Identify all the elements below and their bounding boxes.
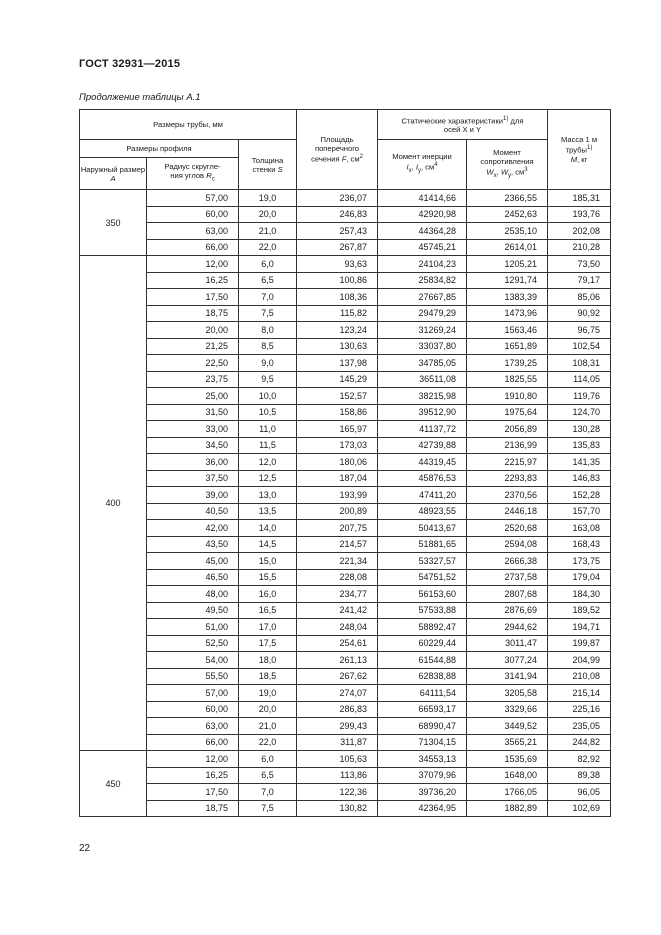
area-cell: 261,13 [297, 652, 378, 669]
inertia-cell: 41414,66 [378, 190, 467, 207]
inertia-cell: 62838,88 [378, 668, 467, 685]
inertia-cell: 44364,28 [378, 223, 467, 240]
radius-cell: 17,50 [147, 784, 239, 801]
table-row [80, 355, 611, 372]
mass-cell: 193,76 [548, 206, 611, 223]
mass-cell: 79,17 [548, 272, 611, 289]
radius-cell: 49,50 [147, 602, 239, 619]
radius-cell: 55,50 [147, 668, 239, 685]
inertia-cell: 34785,05 [378, 355, 467, 372]
area-cell: 228,08 [297, 569, 378, 586]
area-cell: 248,04 [297, 619, 378, 636]
table-row [80, 338, 611, 355]
area-cell: 267,62 [297, 668, 378, 685]
wall-cell: 6,0 [239, 256, 297, 273]
table-header [80, 110, 611, 190]
modulus-cell: 3077,24 [467, 652, 548, 669]
table-row [80, 668, 611, 685]
radius-cell: 39,00 [147, 487, 239, 504]
wall-cell: 18,5 [239, 668, 297, 685]
mass-cell: 244,82 [548, 734, 611, 751]
inertia-cell: 54751,52 [378, 569, 467, 586]
modulus-cell: 1205,21 [467, 256, 548, 273]
radius-cell: 31,50 [147, 404, 239, 421]
table-row [80, 602, 611, 619]
mass-cell: 89,38 [548, 767, 611, 784]
radius-cell: 57,00 [147, 190, 239, 207]
mass-cell: 102,54 [548, 338, 611, 355]
header-section-modulus: Момент сопротивления $W_x$, $W_y$, $см^3$ [467, 140, 548, 190]
table-row [80, 437, 611, 454]
table-row [80, 388, 611, 405]
radius-cell: 60,00 [147, 206, 239, 223]
table-row [80, 767, 611, 784]
table-row [80, 685, 611, 702]
wall-cell: 11,0 [239, 421, 297, 438]
mass-cell: 73,50 [548, 256, 611, 273]
area-cell: 200,89 [297, 503, 378, 520]
wall-cell: 22,0 [239, 734, 297, 751]
inertia-cell: 37079,96 [378, 767, 467, 784]
modulus-cell: 2614,01 [467, 239, 548, 256]
mass-cell: 179,04 [548, 569, 611, 586]
radius-cell: 21,25 [147, 338, 239, 355]
wall-cell: 20,0 [239, 206, 297, 223]
area-cell: 145,29 [297, 371, 378, 388]
modulus-cell: 3449,52 [467, 718, 548, 735]
inertia-cell: 33037,80 [378, 338, 467, 355]
table-row [80, 289, 611, 306]
mass-cell: 215,14 [548, 685, 611, 702]
area-cell: 267,87 [297, 239, 378, 256]
mass-cell: 173,75 [548, 553, 611, 570]
modulus-cell: 3565,21 [467, 734, 548, 751]
radius-cell: 18,75 [147, 800, 239, 817]
wall-cell: 21,0 [239, 223, 297, 240]
wall-cell: 18,0 [239, 652, 297, 669]
radius-cell: 16,25 [147, 272, 239, 289]
mass-cell: 96,75 [548, 322, 611, 339]
mass-cell: 210,28 [548, 239, 611, 256]
area-cell: 180,06 [297, 454, 378, 471]
modulus-cell: 1910,80 [467, 388, 548, 405]
area-cell: 234,77 [297, 586, 378, 603]
radius-cell: 60,00 [147, 701, 239, 718]
area-cell: 246,83 [297, 206, 378, 223]
area-cell: 152,57 [297, 388, 378, 405]
radius-cell: 48,00 [147, 586, 239, 603]
modulus-cell: 2807,68 [467, 586, 548, 603]
radius-cell: 33,00 [147, 421, 239, 438]
page-number: 22 [79, 843, 91, 854]
modulus-cell: 1473,96 [467, 305, 548, 322]
inertia-cell: 51881,65 [378, 536, 467, 553]
mass-cell: 130,28 [548, 421, 611, 438]
modulus-cell: 2452,63 [467, 206, 548, 223]
outer-size-cell: 450 [80, 751, 147, 817]
header-pipe-sizes: Размеры трубы, мм [80, 110, 297, 140]
wall-cell: 6,0 [239, 751, 297, 768]
header-wall-thickness: Толщина стенки S [239, 140, 297, 190]
mass-cell: 185,31 [548, 190, 611, 207]
modulus-cell: 1825,55 [467, 371, 548, 388]
wall-cell: 10,0 [239, 388, 297, 405]
radius-cell: 57,00 [147, 685, 239, 702]
outer-size-cell: 350 [80, 190, 147, 256]
mass-cell: 119,76 [548, 388, 611, 405]
modulus-cell: 1383,39 [467, 289, 548, 306]
inertia-cell: 44319,45 [378, 454, 467, 471]
modulus-cell: 1535,69 [467, 751, 548, 768]
radius-cell: 51,00 [147, 619, 239, 636]
area-cell: 93,63 [297, 256, 378, 273]
radius-cell: 20,00 [147, 322, 239, 339]
table-row [80, 404, 611, 421]
radius-cell: 66,00 [147, 734, 239, 751]
inertia-cell: 68990,47 [378, 718, 467, 735]
pipe-properties-table [79, 109, 611, 817]
mass-cell: 189,52 [548, 602, 611, 619]
table-row [80, 619, 611, 636]
area-cell: 286,83 [297, 701, 378, 718]
modulus-cell: 1648,00 [467, 767, 548, 784]
inertia-cell: 58892,47 [378, 619, 467, 636]
area-cell: 173,03 [297, 437, 378, 454]
wall-cell: 22,0 [239, 239, 297, 256]
mass-cell: 96,05 [548, 784, 611, 801]
inertia-cell: 29479,29 [378, 305, 467, 322]
modulus-cell: 2056,89 [467, 421, 548, 438]
modulus-cell: 2136,99 [467, 437, 548, 454]
area-cell: 221,34 [297, 553, 378, 570]
mass-cell: 82,92 [548, 751, 611, 768]
table-row [80, 536, 611, 553]
table-body [80, 190, 611, 817]
modulus-cell: 2370,56 [467, 487, 548, 504]
modulus-cell: 3329,66 [467, 701, 548, 718]
modulus-cell: 2876,69 [467, 602, 548, 619]
area-cell: 257,43 [297, 223, 378, 240]
header-corner-radius: Радиус скругле- ния углов $R_c$ [147, 158, 239, 190]
area-cell: 158,86 [297, 404, 378, 421]
modulus-cell: 1563,46 [467, 322, 548, 339]
modulus-cell: 1882,89 [467, 800, 548, 817]
modulus-cell: 1739,25 [467, 355, 548, 372]
wall-cell: 9,0 [239, 355, 297, 372]
area-cell: 299,43 [297, 718, 378, 735]
mass-cell: 124,70 [548, 404, 611, 421]
table-row [80, 652, 611, 669]
modulus-cell: 2666,38 [467, 553, 548, 570]
radius-cell: 12,00 [147, 751, 239, 768]
wall-cell: 7,5 [239, 800, 297, 817]
area-cell: 254,61 [297, 635, 378, 652]
wall-cell: 19,0 [239, 685, 297, 702]
radius-cell: 40,50 [147, 503, 239, 520]
inertia-cell: 47411,20 [378, 487, 467, 504]
modulus-cell: 2594,08 [467, 536, 548, 553]
inertia-cell: 38215,98 [378, 388, 467, 405]
table-row [80, 256, 611, 273]
outer-size-cell: 400 [80, 256, 147, 751]
area-cell: 108,36 [297, 289, 378, 306]
table-row [80, 553, 611, 570]
table-caption: Продолжение таблицы А.1 [79, 92, 201, 103]
wall-cell: 11,5 [239, 437, 297, 454]
table-row [80, 454, 611, 471]
mass-cell: 152,28 [548, 487, 611, 504]
mass-cell: 210,08 [548, 668, 611, 685]
radius-cell: 37,50 [147, 470, 239, 487]
radius-cell: 66,00 [147, 239, 239, 256]
mass-cell: 202,08 [548, 223, 611, 240]
wall-cell: 16,5 [239, 602, 297, 619]
table-row [80, 800, 611, 817]
mass-cell: 194,71 [548, 619, 611, 636]
modulus-cell: 2293,83 [467, 470, 548, 487]
area-cell: 137,98 [297, 355, 378, 372]
area-cell: 105,63 [297, 751, 378, 768]
table-row [80, 635, 611, 652]
radius-cell: 54,00 [147, 652, 239, 669]
table-row [80, 322, 611, 339]
area-cell: 100,86 [297, 272, 378, 289]
modulus-cell: 2944,62 [467, 619, 548, 636]
modulus-cell: 2520,68 [467, 520, 548, 537]
table-row [80, 734, 611, 751]
mass-cell: 204,99 [548, 652, 611, 669]
radius-cell: 17,50 [147, 289, 239, 306]
mass-cell: 225,16 [548, 701, 611, 718]
inertia-cell: 45745,21 [378, 239, 467, 256]
wall-cell: 20,0 [239, 701, 297, 718]
inertia-cell: 42920,98 [378, 206, 467, 223]
radius-cell: 63,00 [147, 223, 239, 240]
inertia-cell: 34553,13 [378, 751, 467, 768]
table-row [80, 701, 611, 718]
wall-cell: 16,0 [239, 586, 297, 603]
mass-cell: 85,06 [548, 289, 611, 306]
area-cell: 187,04 [297, 470, 378, 487]
table-row [80, 272, 611, 289]
wall-cell: 8,5 [239, 338, 297, 355]
mass-cell: 135,83 [548, 437, 611, 454]
mass-cell: 235,05 [548, 718, 611, 735]
table-row [80, 718, 611, 735]
header-static-characteristics: Статические характеристики$^{1)}$ для осей X и Y [378, 110, 548, 140]
table-row [80, 487, 611, 504]
mass-cell: 184,30 [548, 586, 611, 603]
wall-cell: 14,0 [239, 520, 297, 537]
wall-cell: 15,5 [239, 569, 297, 586]
inertia-cell: 42739,88 [378, 437, 467, 454]
inertia-cell: 57533,88 [378, 602, 467, 619]
radius-cell: 12,00 [147, 256, 239, 273]
mass-cell: 199,87 [548, 635, 611, 652]
area-cell: 274,07 [297, 685, 378, 702]
table-row [80, 520, 611, 537]
table-row [80, 223, 611, 240]
table-row [80, 784, 611, 801]
modulus-cell: 3011,47 [467, 635, 548, 652]
wall-cell: 12,5 [239, 470, 297, 487]
header-profile-sizes: Размеры профиля [80, 140, 239, 158]
area-cell: 241,42 [297, 602, 378, 619]
wall-cell: 14,5 [239, 536, 297, 553]
wall-cell: 13,5 [239, 503, 297, 520]
radius-cell: 34,50 [147, 437, 239, 454]
wall-cell: 6,5 [239, 272, 297, 289]
inertia-cell: 39512,90 [378, 404, 467, 421]
modulus-cell: 2366,55 [467, 190, 548, 207]
area-cell: 130,63 [297, 338, 378, 355]
radius-cell: 22,50 [147, 355, 239, 372]
modulus-cell: 1975,64 [467, 404, 548, 421]
wall-cell: 7,5 [239, 305, 297, 322]
table-row [80, 751, 611, 768]
inertia-cell: 71304,15 [378, 734, 467, 751]
inertia-cell: 27667,85 [378, 289, 467, 306]
modulus-cell: 2215,97 [467, 454, 548, 471]
table-row [80, 239, 611, 256]
radius-cell: 43,50 [147, 536, 239, 553]
inertia-cell: 48923,55 [378, 503, 467, 520]
radius-cell: 63,00 [147, 718, 239, 735]
radius-cell: 52,50 [147, 635, 239, 652]
inertia-cell: 50413,67 [378, 520, 467, 537]
inertia-cell: 25834,82 [378, 272, 467, 289]
area-cell: 115,82 [297, 305, 378, 322]
area-cell: 311,87 [297, 734, 378, 751]
table-row [80, 569, 611, 586]
mass-cell: 108,31 [548, 355, 611, 372]
area-cell: 130,82 [297, 800, 378, 817]
table-row [80, 421, 611, 438]
table-row [80, 305, 611, 322]
mass-cell: 90,92 [548, 305, 611, 322]
inertia-cell: 64111,54 [378, 685, 467, 702]
radius-cell: 18,75 [147, 305, 239, 322]
table-row [80, 371, 611, 388]
inertia-cell: 66593,17 [378, 701, 467, 718]
modulus-cell: 1291,74 [467, 272, 548, 289]
inertia-cell: 45876,53 [378, 470, 467, 487]
radius-cell: 16,25 [147, 767, 239, 784]
inertia-cell: 24104,23 [378, 256, 467, 273]
header-mass: Масса 1 м трубы$^{1)}$ M, кг [548, 110, 611, 190]
mass-cell: 163,08 [548, 520, 611, 537]
radius-cell: 45,00 [147, 553, 239, 570]
table-row [80, 190, 611, 207]
wall-cell: 6,5 [239, 767, 297, 784]
modulus-cell: 2535,10 [467, 223, 548, 240]
wall-cell: 21,0 [239, 718, 297, 735]
wall-cell: 10,5 [239, 404, 297, 421]
modulus-cell: 2446,18 [467, 503, 548, 520]
radius-cell: 46,50 [147, 569, 239, 586]
radius-cell: 25,00 [147, 388, 239, 405]
area-cell: 236,07 [297, 190, 378, 207]
radius-cell: 23,75 [147, 371, 239, 388]
table-row [80, 470, 611, 487]
modulus-cell: 3205,58 [467, 685, 548, 702]
inertia-cell: 42364,95 [378, 800, 467, 817]
header-outer-size: Наружный размер A [80, 158, 147, 190]
wall-cell: 8,0 [239, 322, 297, 339]
inertia-cell: 56153,60 [378, 586, 467, 603]
modulus-cell: 1651,89 [467, 338, 548, 355]
inertia-cell: 36511,08 [378, 371, 467, 388]
area-cell: 207,75 [297, 520, 378, 537]
modulus-cell: 2737,58 [467, 569, 548, 586]
area-cell: 113,86 [297, 767, 378, 784]
mass-cell: 114,05 [548, 371, 611, 388]
inertia-cell: 60229,44 [378, 635, 467, 652]
table-row [80, 503, 611, 520]
inertia-cell: 39736,20 [378, 784, 467, 801]
header-area: Площадь поперечного сечения F, $см^2$ [297, 110, 378, 190]
wall-cell: 9,5 [239, 371, 297, 388]
modulus-cell: 1766,05 [467, 784, 548, 801]
wall-cell: 19,0 [239, 190, 297, 207]
table-row [80, 586, 611, 603]
mass-cell: 157,70 [548, 503, 611, 520]
mass-cell: 146,83 [548, 470, 611, 487]
wall-cell: 7,0 [239, 784, 297, 801]
area-cell: 122,36 [297, 784, 378, 801]
inertia-cell: 31269,24 [378, 322, 467, 339]
wall-cell: 7,0 [239, 289, 297, 306]
area-cell: 165,97 [297, 421, 378, 438]
wall-cell: 12,0 [239, 454, 297, 471]
mass-cell: 168,43 [548, 536, 611, 553]
modulus-cell: 3141,94 [467, 668, 548, 685]
inertia-cell: 53327,57 [378, 553, 467, 570]
inertia-cell: 41137,72 [378, 421, 467, 438]
wall-cell: 17,5 [239, 635, 297, 652]
mass-cell: 102,69 [548, 800, 611, 817]
mass-cell: 141,35 [548, 454, 611, 471]
radius-cell: 36,00 [147, 454, 239, 471]
area-cell: 193,99 [297, 487, 378, 504]
wall-cell: 13,0 [239, 487, 297, 504]
area-cell: 214,57 [297, 536, 378, 553]
radius-cell: 42,00 [147, 520, 239, 537]
header-moment-of-inertia: Момент инерции $I_x$, $I_y$, $см^4$ [378, 140, 467, 190]
table-row [80, 206, 611, 223]
wall-cell: 17,0 [239, 619, 297, 636]
wall-cell: 15,0 [239, 553, 297, 570]
document-title: ГОСТ 32931—2015 [79, 58, 181, 70]
area-cell: 123,24 [297, 322, 378, 339]
inertia-cell: 61544,88 [378, 652, 467, 669]
